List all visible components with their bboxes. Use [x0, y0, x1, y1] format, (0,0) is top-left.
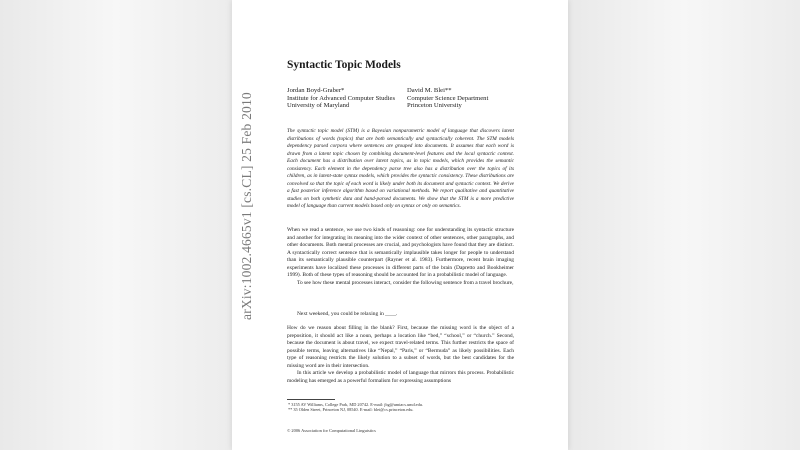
footnote: * 3155 AV Williams, College Park, MD 20742. E-mail: jbg@umiacs.umd.edu.: [288, 402, 423, 407]
author-affiliation: University of Maryland: [287, 102, 350, 110]
viewer-background-left: [0, 0, 232, 450]
body-paragraph: In this article we develop a probabilistic model of language that mirrors this process. Probabilistic modeling has emerged as a powerful formalism for expressing assumptions: [287, 370, 514, 384]
footnote-divider: [287, 399, 335, 400]
author-block-2: [407, 87, 488, 110]
copyright-notice: © 2006 Association for Computational Linguistics: [287, 428, 376, 433]
author-institution: Institute for Advanced Computer Studies: [287, 94, 396, 102]
example-sentence: Next weekend, you could be relaxing in ____.: [297, 311, 398, 317]
abstract: The syntactic topic model (STM) is a Bayesian nonparametric model of language that discovers latent distributions of words (topics) that are both semantically and syntactically coherent. The STM models dependency parsed corpora where sentences are grouped into documents. It assumes that each word is drawn from a latent topic chosen by combining document-level features and the local syntactic context. Each document has a distribution over latent topics, as in topic models, which provides the semantic consistency. Each element in the dependency parse tree also has a distribution over the topics of its children, as in latent-state syntax models, which provides the syntactic consistency. These distributions are convolved so that the topic of each word is likely under both its document and syntactic context. We derive a fast posterior inference algorithm based on variational methods. We report qualitative and quantitative studies on both synthetic data and hand-parsed documents. We show that the STM is a more predictive model of language than current models based only on syntax or only on semantics.: [287, 128, 514, 210]
author-block-1: [287, 87, 395, 110]
body-section-2: [287, 325, 514, 385]
footnotes: [288, 402, 423, 413]
author-name: David M. Blei**: [407, 87, 452, 94]
author-affiliation: Princeton University: [407, 102, 462, 110]
arxiv-stamp: arXiv:1002.4665v1 [cs.CL] 25 Feb 2010: [239, 92, 254, 320]
body-paragraph: How do we reason about filling in the blank? First, because the missing word is the object of a preposition, it should act like a noun, perhaps a location like “bed,” “school,” or “church.” Second, because the document is about travel, we expect travel-related terms. This further restricts the space of possible terms, leaving alternatives like “Nepal,” “Paris,” or “Bermuda” as likely possibilities. Each type of reasoning restricts the likely solution to a subset of words, but the best candidates for the missing word are in their intersection.: [287, 325, 514, 369]
author-institution: Computer Science Department: [407, 94, 489, 102]
paper-title: Syntactic Topic Models: [287, 59, 401, 71]
footnote: ** 35 Olden Street, Princeton NJ, 08540. E-mail: blei@cs.princeton.edu.: [288, 407, 414, 413]
body-paragraph: To see how these mental processes interact, consider the following sentence from a travel brochure,: [297, 279, 514, 286]
body-section-1: [287, 227, 514, 287]
body-paragraph: When we read a sentence, we use two kinds of reasoning: one for understanding its syntactic structure and another for integrating its meaning into the wider context of other sentences, other paragraphs, and other documents. Both mental processes are crucial, and psychologists have found that they are distinct. A syntactically correct sentence that is semantically implausible takes longer for people to understand than its semantically plausible counterpart (Rayner et al. 1983). Furthermore, recent brain imaging experiments have localized these processes in different parts of the brain (Dapretto and Bookheimer 1999). Both of these types of reasoning should be accounted for in a probabilistic model of language.: [287, 227, 514, 279]
author-name: Jordan Boyd-Graber*: [287, 87, 345, 94]
viewer-background-right: [568, 0, 800, 450]
